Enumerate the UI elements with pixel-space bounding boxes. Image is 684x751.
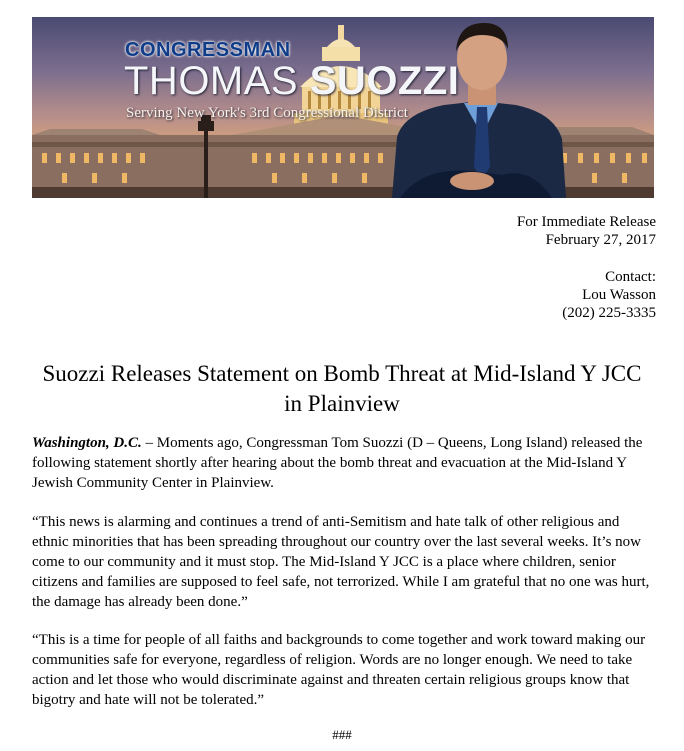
contact-name: Lou Wasson <box>582 287 656 303</box>
contact-label: Contact: <box>605 269 656 285</box>
banner-title-line1: CONGRESSMAN <box>125 39 291 61</box>
release-label: For Immediate Release <box>516 214 656 230</box>
press-release-headline: Suozzi Releases Statement on Bomb Threat at Mid-Island Y JCC in Plainview <box>42 361 642 416</box>
quote-paragraph-1: “This news is alarming and continues a trend of anti-Semitism and hate talk of other religious and ethnic minorities that has been spreading throughout our country over the last several weeks. It’s now come to our community and it must stop. The Mid-Island Y JCC is a place where children, senior citizens and families are supposed to feel safe, not terrorized. While I am grateful that no one was hurt, the damage has already been done.” <box>32 514 650 610</box>
end-mark: ### <box>332 727 352 742</box>
quote-paragraph-2: “This is a time for people of all faiths and backgrounds to come together and work toward making our communities safe for everyone, regardless of religion. Words are no longer enough. We need to take action and let those who would discriminate against and threaten certain religious groups know that bigotry and hate will not be tolerated.” <box>32 632 646 708</box>
release-block <box>517 213 656 249</box>
banner-first-name: THOMAS <box>124 59 299 103</box>
intro-text: – Moments ago, Congressman Tom Suozzi (D – Queens, Long Island) released the following statement shortly after hearing about the bomb threat and evacuation at the Mid-Island Y Jewish Community Center in Plainview. <box>32 435 643 491</box>
banner-tagline: Serving New York's 3rd Congressional District <box>126 105 408 121</box>
contact-block <box>562 268 656 322</box>
banner-last-name: SUOZZI <box>309 59 460 103</box>
header-banner <box>32 17 654 198</box>
contact-phone: (202) 225-3335 <box>562 305 656 321</box>
intro-paragraph <box>32 433 657 493</box>
release-date: February 27, 2017 <box>545 232 656 248</box>
congressman-photo <box>392 23 566 198</box>
dateline: Washington, D.C. <box>32 435 142 451</box>
banner-congressman-name <box>124 59 459 103</box>
